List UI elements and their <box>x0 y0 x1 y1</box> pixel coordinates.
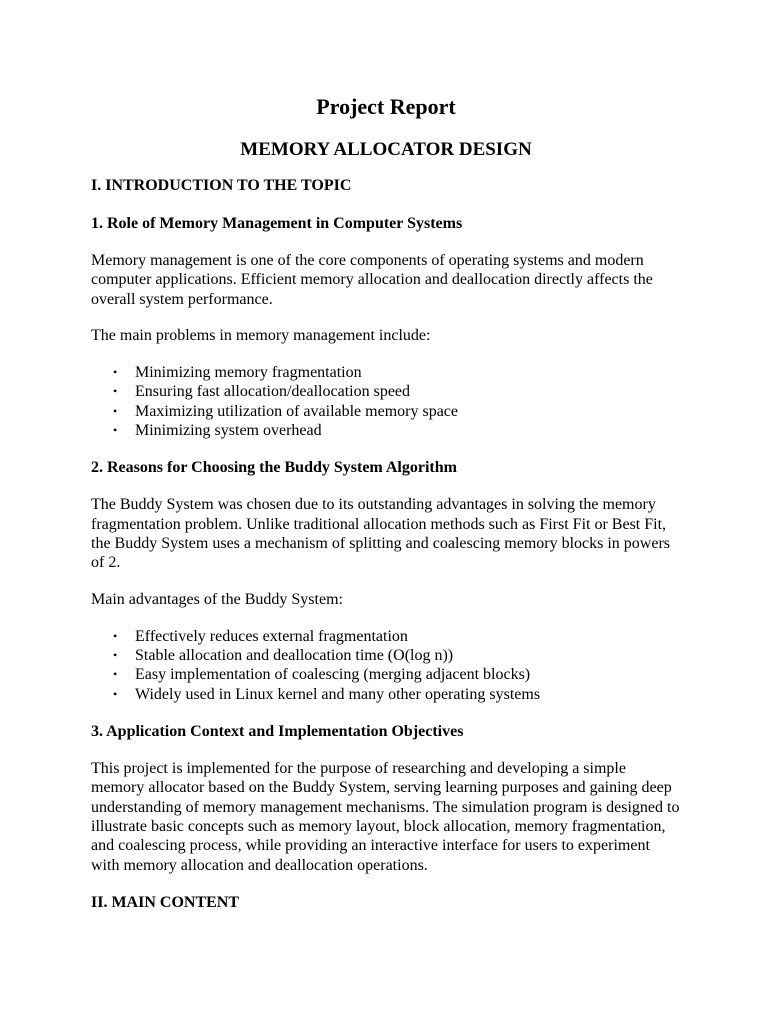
paragraph-advantages-intro: Main advantages of the Buddy System: <box>91 590 343 608</box>
problems-list <box>91 363 681 440</box>
section-heading-introduction: I. INTRODUCTION TO THE TOPIC <box>91 177 352 194</box>
list-item: • Widely used in Linux kernel and many other operating systems <box>135 685 681 704</box>
list-item: • Maximizing utilization of available memory space <box>135 402 681 421</box>
document-page <box>91 88 681 913</box>
document-subtitle: MEMORY ALLOCATOR DESIGN <box>240 139 532 160</box>
paragraph-memory-management: Memory management is one of the core components of operating systems and modern computer applications. Efficient memory allocation and deallocation directly affects the overall system performance. <box>91 252 653 308</box>
list-item: • Ensuring fast allocation/deallocation speed <box>135 382 681 401</box>
paragraph-application-context: This project is implemented for the purpose of researching and developing a simple memory allocator based on the Buddy System, serving learning purposes and gaining deep understanding of memory management mechanisms. The simulation program is designed to illustrate basic concepts such as memory layout, block allocation, memory fragmentation, and coalescing process, while providing an interactive interface for users to experiment with memory allocation and deallocation operations. <box>91 760 680 874</box>
document-title: Project Report <box>316 94 456 119</box>
advantages-list <box>91 627 681 704</box>
list-item: • Effectively reduces external fragmentation <box>135 627 681 646</box>
list-item: • Minimizing memory fragmentation <box>135 363 681 382</box>
list-item: • Easy implementation of coalescing (merging adjacent blocks) <box>135 665 681 684</box>
subsection-heading-memory-management: 1. Role of Memory Management in Computer Systems <box>91 215 463 232</box>
section-heading-main-content: II. MAIN CONTENT <box>91 893 240 911</box>
paragraph-buddy-system: The Buddy System was chosen due to its outstanding advantages in solving the memory fragmentation problem. Unlike traditional allocation methods such as First Fit or Best Fit, the Buddy System uses a mechanism of splitting and coalescing memory blocks in powers of 2. <box>91 496 671 572</box>
paragraph-main-problems: The main problems in memory management include: <box>91 326 431 344</box>
list-item: • Minimizing system overhead <box>135 421 681 440</box>
subsection-heading-application-context: 3. Application Context and Implementation Objectives <box>91 723 464 741</box>
list-item: • Stable allocation and deallocation time (O(log n)) <box>135 646 681 665</box>
subsection-heading-buddy-system-reasons: 2. Reasons for Choosing the Buddy System Algorithm <box>91 459 457 477</box>
